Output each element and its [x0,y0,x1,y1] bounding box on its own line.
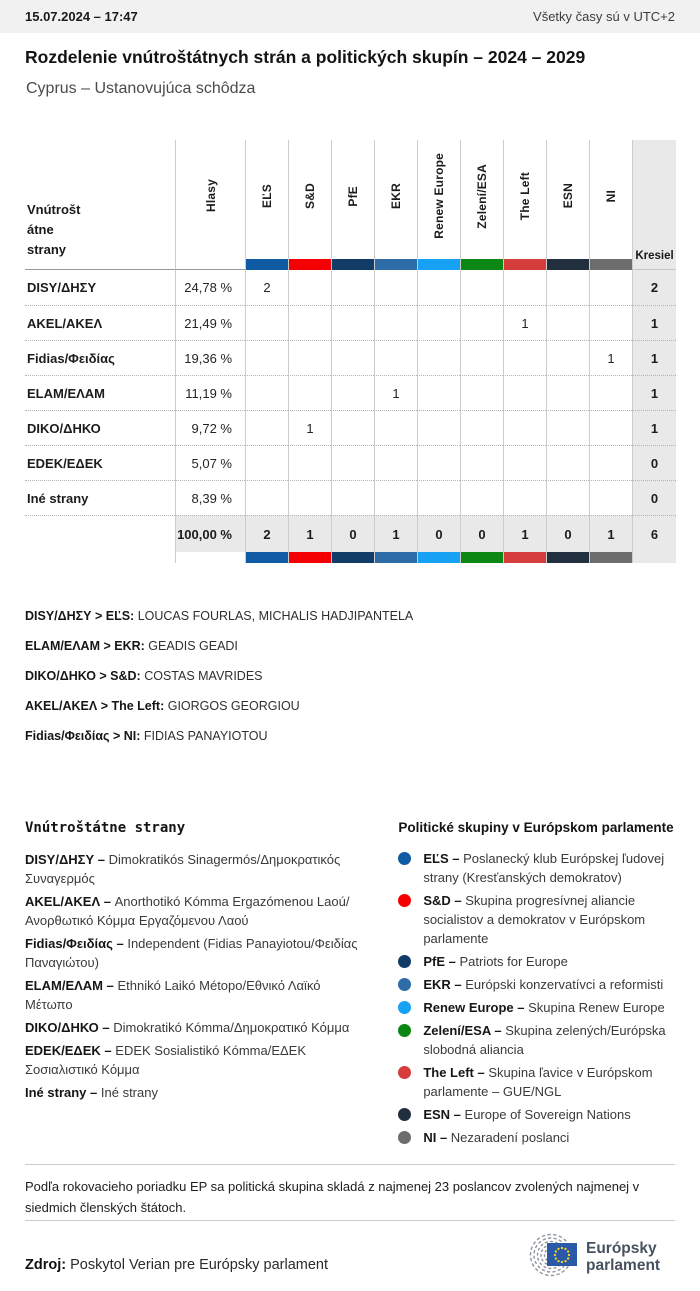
group-seats-cell [288,305,331,340]
group-definition-name: The Left – [423,1065,485,1080]
party-name-cell: EDEK/ΕΔΕΚ [25,445,175,480]
party-name-cell: DIKO/ΔΗΚΟ [25,410,175,445]
group-seats-cell [245,375,288,410]
group-definition-text [423,1063,675,1101]
group-definition-name: EKR – [423,977,462,992]
seats-cell: 2 [632,270,676,305]
group-seats-cell [546,305,589,340]
group-seats-cell [331,480,374,515]
group-color-bar [418,259,460,270]
timezone-note: Všetky časy sú v UTC+2 [533,9,675,24]
group-color-dot-icon [398,955,411,968]
group-definition-name: PfE – [423,954,456,969]
group-seats-cell [546,410,589,445]
group-seats-cell [245,340,288,375]
group-seats-cell [460,445,503,480]
group-definition-text [423,891,675,948]
party-definition-name: Fidias/Φειδίας – [25,936,124,951]
total-group-seats-cell: 0 [460,515,503,552]
group-definition-text [423,1105,630,1124]
parties-column-header-label: Vnútrošt átne strany [27,202,81,257]
mep-line-prefix: ELAM/ΕΛΑΜ > EKR: [25,639,145,653]
group-column-header-els [245,140,288,270]
group-definition-desc: Nezaradení poslanci [450,1130,570,1145]
groups-heading: Politické skupiny v Európskom parlamente [398,820,674,835]
results-table [25,140,676,563]
party-definition [25,1041,371,1079]
group-seats-cell [331,270,374,305]
group-color-bar [332,259,374,270]
group-seats-cell [245,445,288,480]
votes-cell: 9,72 % [175,410,245,445]
group-definition-desc: Skupina progresívnej aliancie socialistov a demokratov v Európskom parlamente [423,893,646,946]
group-seats-cell [288,445,331,480]
group-definition [398,1063,675,1101]
mep-line-prefix: DIKO/ΔΗΚΟ > S&D: [25,669,141,683]
mep-line [25,668,675,685]
group-seats-cell [288,375,331,410]
group-seats-cell [589,270,632,305]
total-row-spacer [25,515,175,552]
group-seats-cell [460,340,503,375]
group-seats-cell [245,305,288,340]
group-definition-desc: Skupina ľavice v Európskom parlamente – GUE/NGL [423,1065,653,1099]
group-color-dot-icon [398,1066,411,1079]
group-column-header-ni [589,140,632,270]
group-seats-cell [417,445,460,480]
group-definition-name: NI – [423,1130,448,1145]
votes-cell: 21,49 % [175,305,245,340]
party-definition [25,1083,371,1102]
seats-cell: 1 [632,375,676,410]
party-definition [25,976,371,1014]
group-column-header-label: S&D [303,183,317,209]
group-color-bar [590,259,632,270]
group-column-header-renew [417,140,460,270]
group-seats-cell [245,410,288,445]
group-definition-name: S&D – [423,893,462,908]
group-color-dot-icon [398,1131,411,1144]
mep-names: FIDIAS PANAYIOTOU [143,729,268,743]
groups-list [398,849,675,1147]
group-seats-cell [331,305,374,340]
group-definition [398,849,675,887]
logo-text-line2: parlament [586,1257,661,1274]
group-definition-desc: Európski konzervatívci a reformisti [465,977,664,992]
votes-cell: 8,39 % [175,480,245,515]
group-seats-cell [374,305,417,340]
party-definition [25,1018,371,1037]
seats-column-header [632,140,676,270]
group-definition-desc: Skupina Renew Europe [528,1000,665,1015]
group-color-bar-bottom [417,552,460,563]
group-definition [398,891,675,948]
party-definition [25,892,371,930]
seats-cell: 1 [632,410,676,445]
group-column-header-left [503,140,546,270]
group-seats-cell [589,410,632,445]
group-seats-cell [503,340,546,375]
group-seats-cell [331,375,374,410]
total-group-seats-cell: 1 [503,515,546,552]
group-seats-cell [503,270,546,305]
total-group-seats-cell: 0 [417,515,460,552]
mep-names: GIORGOS GEORGIOU [167,699,300,713]
mep-names: COSTAS MAVRIDES [144,669,263,683]
party-definition-desc: EDEK Sosialistikó Kómma/ΕΔΕΚ Σοσιαλιστικό Κόμμα [25,1043,307,1077]
source-label: Zdroj: [25,1257,67,1273]
group-seats-cell [374,445,417,480]
group-column-header-label: PfE [346,185,360,207]
group-seats-cell [589,305,632,340]
group-color-bar-bottom [589,552,632,563]
source-text [25,1257,328,1279]
party-definition [25,850,371,888]
group-seats-cell: 1 [503,305,546,340]
group-definition [398,975,675,994]
votes-cell: 5,07 % [175,445,245,480]
group-seats-cell [417,375,460,410]
group-seats-cell [589,445,632,480]
group-color-bar-bottom [288,552,331,563]
group-color-bar [246,259,288,270]
group-definition [398,998,675,1017]
party-definition-name: DISY/ΔΗΣΥ – [25,852,105,867]
divider-top [25,1164,675,1165]
group-seats-cell [460,270,503,305]
group-definition-desc: Europe of Sovereign Nations [464,1107,631,1122]
party-definition-name: AKEL/ΑΚΕΛ – [25,894,111,909]
total-group-seats-cell: 0 [331,515,374,552]
top-info-bar [0,0,700,33]
group-color-bar-bottom [460,552,503,563]
european-parliament-logo [506,1231,678,1279]
group-definition-text [423,975,663,994]
seats-cell: 0 [632,445,676,480]
group-definition [398,952,675,971]
party-name-cell: Iné strany [25,480,175,515]
source-value: Poskytol Verian pre Európsky parlament [70,1257,329,1273]
seats-cell: 0 [632,480,676,515]
party-definition-desc: Ethnikó Laikó Métopo/Εθνικό Λαϊκό Μέτωπο [25,978,321,1012]
group-seats-cell [331,445,374,480]
party-definition-name: Iné strany – [25,1085,98,1100]
group-seats-cell [589,375,632,410]
mep-line-prefix: DISY/ΔΗΣΥ > EĽS: [25,609,135,623]
bar-row-spacer [175,552,245,563]
party-definition-name: DIKO/ΔΗΚΟ – [25,1020,110,1035]
group-color-dot-icon [398,978,411,991]
group-seats-cell [546,340,589,375]
group-definition-desc: Skupina zelených/Európska slobodná aliancia [423,1023,666,1057]
parties-heading: Vnútroštátne strany [25,820,186,836]
group-definition-desc: Patriots for Europe [459,954,568,969]
group-definition [398,1105,675,1124]
report-datetime: 15.07.2024 – 17:47 [25,9,138,24]
total-group-seats-cell: 2 [245,515,288,552]
parties-column-header [25,140,175,270]
group-seats-cell [460,305,503,340]
group-seats-cell: 2 [245,270,288,305]
party-definition-desc: Independent (Fidias Panayiotou/Φειδίας Παναγιώτου) [25,936,358,970]
rules-note: Podľa rokovacieho poriadku EP sa politická skupina skladá z najmenej 23 poslancov zvolených najmenej v siedmich členských štátoch. [25,1179,640,1215]
group-column-header-zeleni [460,140,503,270]
group-seats-cell [546,270,589,305]
group-color-dot-icon [398,852,411,865]
group-seats-cell [374,340,417,375]
total-group-seats-cell: 0 [546,515,589,552]
mep-list [25,608,675,758]
mep-line [25,728,675,745]
group-definition-name: EĽS – [423,851,460,866]
mep-names: LOUCAS FOURLAS, MICHALIS HADJIPANTELA [137,609,414,623]
group-definition [398,1128,675,1147]
definitions-section [25,820,675,1151]
european-parliament-logo-icon [506,1231,678,1279]
group-seats-cell [417,480,460,515]
party-definition-desc: Dimokratikós Sinagermós/Δημοκρατικός Συναγερμός [25,852,341,886]
group-seats-cell [503,375,546,410]
party-name-cell: ELAM/ΕΛΑΜ [25,375,175,410]
group-column-header-label: EKR [389,183,403,209]
group-column-header-label: Renew Europe [432,153,446,239]
page-subtitle: Cyprus – Ustanovujúca schôdza [26,80,256,97]
mep-line-prefix: Fidias/Φειδίας > NI: [25,729,141,743]
party-name-cell: DISY/ΔΗΣΥ [25,270,175,305]
group-color-bar-bottom [245,552,288,563]
group-seats-cell [546,445,589,480]
group-color-bar [461,259,503,270]
group-color-bar [547,259,589,270]
votes-column-header [175,140,245,270]
group-color-dot-icon [398,1108,411,1121]
mep-line [25,638,675,655]
logo-text-line1: Európsky [586,1240,657,1257]
bar-row-spacer [25,552,175,563]
group-column-header-esn [546,140,589,270]
group-seats-cell [417,340,460,375]
group-seats-cell [546,375,589,410]
group-seats-cell [288,480,331,515]
group-definition-text [423,849,675,887]
group-color-bar [504,259,546,270]
group-color-bar [289,259,331,270]
group-seats-cell [460,410,503,445]
group-seats-cell [288,340,331,375]
group-definition-name: ESN – [423,1107,461,1122]
group-definition-name: Renew Europe – [423,1000,525,1015]
party-definition-desc: Anorthotikó Kómma Ergazómenou Laoú/Ανορθωτικό Κόμμα Εργαζόμενου Λαού [25,894,350,928]
group-seats-cell [546,480,589,515]
seats-cell: 1 [632,305,676,340]
mep-line [25,608,675,625]
group-column-header-pfe [331,140,374,270]
party-name-cell: Fidias/Φειδίας [25,340,175,375]
party-definition-desc: Dimokratikó Kómma/Δημοκρατικό Κόμμα [113,1020,350,1035]
group-definition-desc: Poslanecký klub Európskej ľudovej strany (Kresťanských demokratov) [423,851,665,885]
group-seats-cell [331,410,374,445]
group-column-header-label: ESN [561,183,575,209]
party-definition-desc: Iné strany [100,1085,158,1100]
group-seats-cell [374,270,417,305]
group-seats-cell [245,480,288,515]
party-definition-name: EDEK/ΕΔΕΚ – [25,1043,112,1058]
national-parties-section [25,820,371,1151]
group-column-header-sd [288,140,331,270]
party-definition-name: ELAM/ΕΛΑΜ – [25,978,114,993]
party-name-cell: AKEL/ΑΚΕΛ [25,305,175,340]
group-definition-text [423,1021,675,1059]
bar-row-seats-spacer [632,552,676,563]
group-seats-cell: 1 [288,410,331,445]
group-column-header-label: Zelení/ESA [475,163,489,229]
group-definition-text [423,952,568,971]
group-seats-cell [331,340,374,375]
mep-line [25,698,675,715]
group-column-header-label: EĽS [260,184,274,208]
page-title: Rozdelenie vnútroštátnych strán a politických skupín – 2024 – 2029 [25,47,586,67]
group-column-header-label: NI [604,189,618,203]
total-group-seats-cell: 1 [288,515,331,552]
votes-column-header-label: Hlasy [203,178,218,213]
seats-column-header-label: Kresiel [635,250,674,262]
group-seats-cell [503,480,546,515]
votes-cell: 24,78 % [175,270,245,305]
group-definition [398,1021,675,1059]
group-seats-cell [417,305,460,340]
group-seats-cell [417,410,460,445]
group-color-bar-bottom [546,552,589,563]
group-color-bar-bottom [331,552,374,563]
group-color-dot-icon [398,1024,411,1037]
group-color-bar-bottom [503,552,546,563]
total-group-seats-cell: 1 [374,515,417,552]
group-seats-cell [589,480,632,515]
parties-list [25,850,371,1102]
mep-names: GEADIS GEADI [148,639,238,653]
party-definition [25,934,371,972]
total-group-seats-cell: 1 [589,515,632,552]
group-column-header-label: The Left [518,171,532,221]
group-seats-cell [460,375,503,410]
group-seats-cell: 1 [374,375,417,410]
group-seats-cell: 1 [589,340,632,375]
group-column-header-ekr [374,140,417,270]
group-definition-text [423,998,664,1017]
total-seats-cell: 6 [632,515,676,552]
group-seats-cell [460,480,503,515]
group-color-dot-icon [398,894,411,907]
group-color-dot-icon [398,1001,411,1014]
group-definition-name: Zelení/ESA – [423,1023,502,1038]
divider-bottom [25,1220,675,1221]
group-seats-cell [503,445,546,480]
votes-cell: 11,19 % [175,375,245,410]
mep-line-prefix: AKEL/ΑΚΕΛ > The Left: [25,699,165,713]
group-seats-cell [374,480,417,515]
source-row [25,1229,678,1279]
group-seats-cell [417,270,460,305]
group-definition-text [423,1128,569,1147]
votes-cell: 19,36 % [175,340,245,375]
group-color-bar [375,259,417,270]
total-votes-cell: 100,00 % [175,515,245,552]
seats-cell: 1 [632,340,676,375]
group-seats-cell [288,270,331,305]
group-seats-cell [503,410,546,445]
political-groups-section [398,820,675,1151]
group-seats-cell [374,410,417,445]
group-color-bar-bottom [374,552,417,563]
